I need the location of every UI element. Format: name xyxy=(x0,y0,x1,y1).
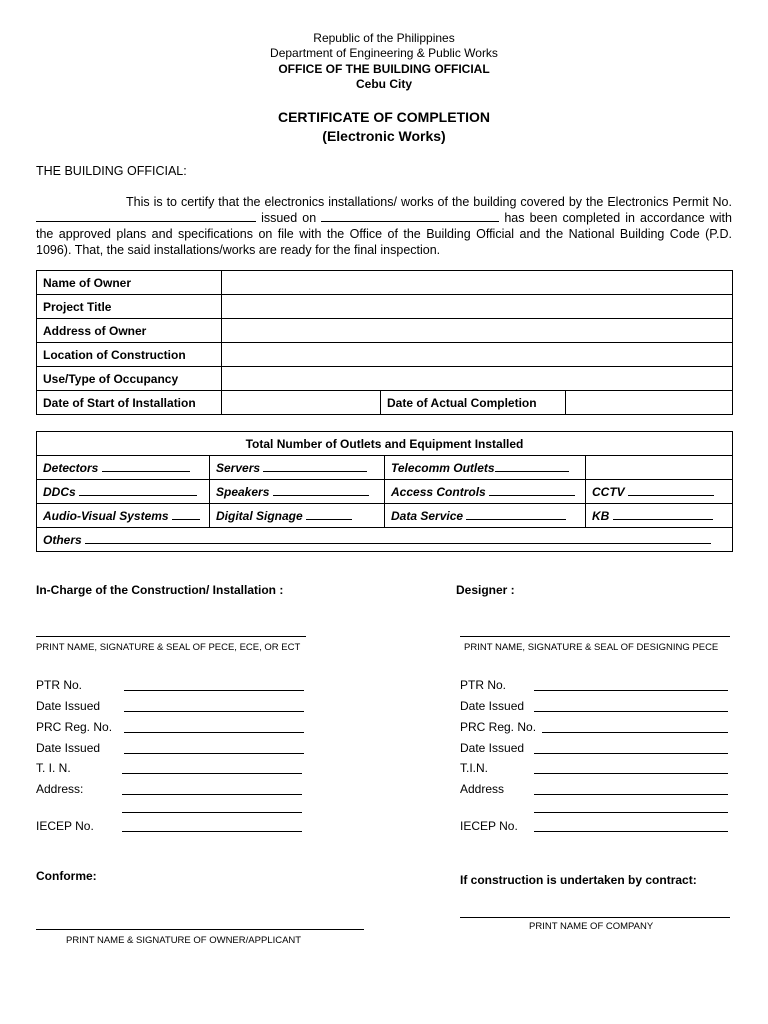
table-row xyxy=(37,432,733,456)
equipment-heading: Total Number of Outlets and Equipment Installed xyxy=(37,432,733,456)
ddcs-blank xyxy=(79,484,197,496)
speakers-cell[interactable] xyxy=(210,480,385,504)
company-name-line[interactable] xyxy=(460,917,730,918)
servers-label: Servers xyxy=(216,461,261,475)
access-cell[interactable] xyxy=(385,480,586,504)
designer-heading: Designer : xyxy=(456,583,515,597)
salutation: THE BUILDING OFFICIAL: xyxy=(36,164,187,178)
header-city: Cebu City xyxy=(355,77,412,91)
conforme-caption: PRINT NAME & SIGNATURE OF OWNER/APPLICANT xyxy=(66,935,302,946)
project-value[interactable] xyxy=(222,295,733,319)
incharge-address-field-1[interactable] xyxy=(122,794,302,795)
start-date-value[interactable] xyxy=(222,391,381,415)
ddcs-cell[interactable] xyxy=(37,480,210,504)
incharge-date1-field[interactable] xyxy=(124,711,304,712)
header-republic: Republic of the Philippines xyxy=(313,31,455,45)
owner-value[interactable] xyxy=(222,271,733,295)
table-row xyxy=(37,504,733,528)
detectors-label: Detectors xyxy=(43,461,99,475)
certificate-title: CERTIFICATE OF COMPLETION xyxy=(277,109,491,125)
signage-cell[interactable] xyxy=(210,504,385,528)
completion-date-label: Date of Actual Completion xyxy=(381,391,566,415)
access-label: Access Controls xyxy=(391,485,486,499)
table-row xyxy=(37,456,733,480)
others-label: Others xyxy=(43,533,82,547)
body-part1: This is to certify that the electronics installations/ works of the building covered by the Electronics Permit No. xyxy=(126,195,732,209)
signage-blank xyxy=(306,508,352,520)
designer-address-field-1[interactable] xyxy=(534,794,728,795)
cctv-blank xyxy=(628,484,714,496)
speakers-label: Speakers xyxy=(216,485,270,499)
equipment-table xyxy=(36,431,733,552)
certification-paragraph xyxy=(36,194,732,258)
permit-no-field[interactable] xyxy=(36,210,256,222)
location-label: Location of Construction xyxy=(37,343,222,367)
owner-label: Name of Owner xyxy=(37,271,222,295)
table-row xyxy=(37,480,733,504)
designer-prc-field[interactable] xyxy=(542,732,728,733)
table-row xyxy=(37,271,733,295)
designer-ptr-label: PTR No. xyxy=(460,678,507,692)
header-department: Department of Engineering & Public Works xyxy=(270,46,498,60)
access-blank xyxy=(489,484,575,496)
cctv-cell[interactable] xyxy=(586,480,733,504)
data-service-label: Data Service xyxy=(391,509,464,523)
incharge-prc-field[interactable] xyxy=(124,732,304,733)
project-info-table xyxy=(36,270,733,415)
incharge-date1-label: Date Issued xyxy=(36,699,101,713)
incharge-iecep-field[interactable] xyxy=(122,831,302,832)
data-service-blank xyxy=(466,508,566,520)
others-blank xyxy=(85,532,711,544)
address-label: Address of Owner xyxy=(37,319,222,343)
incharge-tin-label: T. I. N. xyxy=(36,761,71,775)
issued-on-field[interactable] xyxy=(321,210,499,222)
incharge-signature-line[interactable] xyxy=(36,636,306,637)
table-row xyxy=(37,343,733,367)
av-blank xyxy=(172,508,200,520)
kb-label: KB xyxy=(592,509,610,523)
conforme-signature-line[interactable] xyxy=(36,929,364,930)
contract-caption: PRINT NAME OF COMPANY xyxy=(529,921,654,932)
start-date-label: Date of Start of Installation xyxy=(37,391,222,415)
designer-tin-label: T.I.N. xyxy=(460,761,489,775)
designer-prc-label: PRC Reg. No. xyxy=(460,720,537,734)
project-label: Project Title xyxy=(37,295,222,319)
designer-address-label: Address xyxy=(460,782,505,796)
cctv-label: CCTV xyxy=(592,485,625,499)
data-service-cell[interactable] xyxy=(385,504,586,528)
occupancy-value[interactable] xyxy=(222,367,733,391)
av-cell[interactable] xyxy=(37,504,210,528)
av-label: Audio-Visual Systems xyxy=(43,509,169,523)
designer-caption: PRINT NAME, SIGNATURE & SEAL OF DESIGNING PECE xyxy=(464,642,719,653)
telecomm-cell[interactable] xyxy=(385,456,586,480)
body-part3: has been completed in accordance with the approved plans and specifications on file with the Office of the Building Official and the National Building Code (P.D. 1096). That, the said installations/works are ready for the final inspection. xyxy=(36,211,732,257)
table-row xyxy=(37,367,733,391)
others-cell[interactable] xyxy=(37,528,733,552)
certificate-subtitle: (Electronic Works) xyxy=(322,128,446,144)
incharge-date2-label: Date Issued xyxy=(36,741,101,755)
incharge-prc-label: PRC Reg. No. xyxy=(36,720,113,734)
signage-label: Digital Signage xyxy=(216,509,303,523)
designer-tin-field[interactable] xyxy=(534,773,728,774)
designer-iecep-field[interactable] xyxy=(534,831,728,832)
designer-date1-field[interactable] xyxy=(534,711,728,712)
incharge-caption: PRINT NAME, SIGNATURE & SEAL OF PECE, ECE, OR ECT xyxy=(36,642,301,653)
speakers-blank xyxy=(273,484,369,496)
telecomm-blank xyxy=(495,460,569,472)
detectors-cell[interactable] xyxy=(37,456,210,480)
designer-date2-field[interactable] xyxy=(534,753,728,754)
designer-address-field-2[interactable] xyxy=(534,812,728,813)
conforme-heading: Conforme: xyxy=(36,869,97,883)
servers-cell[interactable] xyxy=(210,456,385,480)
table-row xyxy=(37,391,733,415)
incharge-address-field-2[interactable] xyxy=(122,812,302,813)
address-value[interactable] xyxy=(222,319,733,343)
table-row xyxy=(37,319,733,343)
designer-date2-label: Date Issued xyxy=(460,741,525,755)
designer-ptr-field[interactable] xyxy=(534,690,728,691)
occupancy-label: Use/Type of Occupancy xyxy=(37,367,222,391)
detectors-blank xyxy=(102,460,190,472)
completion-date-value[interactable] xyxy=(566,391,733,415)
table-row xyxy=(37,295,733,319)
incharge-address-label: Address: xyxy=(36,782,84,796)
header-office: OFFICE OF THE BUILDING OFFICIAL xyxy=(278,62,490,76)
designer-iecep-label: IECEP No. xyxy=(460,819,518,833)
incharge-heading: In-Charge of the Construction/ Installation : xyxy=(36,583,284,597)
incharge-date2-field[interactable] xyxy=(124,753,304,754)
incharge-tin-field[interactable] xyxy=(122,773,302,774)
contract-heading: If construction is undertaken by contract: xyxy=(460,873,697,887)
incharge-iecep-label: IECEP No. xyxy=(36,819,94,833)
empty-cell xyxy=(586,456,733,480)
incharge-ptr-field[interactable] xyxy=(124,690,304,691)
incharge-ptr-label: PTR No. xyxy=(36,678,83,692)
body-part2: issued on xyxy=(261,211,317,225)
kb-blank xyxy=(613,508,713,520)
ddcs-label: DDCs xyxy=(43,485,76,499)
kb-cell[interactable] xyxy=(586,504,733,528)
location-value[interactable] xyxy=(222,343,733,367)
servers-blank xyxy=(263,460,367,472)
designer-date1-label: Date Issued xyxy=(460,699,525,713)
telecomm-label: Telecomm Outlets xyxy=(391,461,495,475)
table-row xyxy=(37,528,733,552)
designer-signature-line[interactable] xyxy=(460,636,730,637)
